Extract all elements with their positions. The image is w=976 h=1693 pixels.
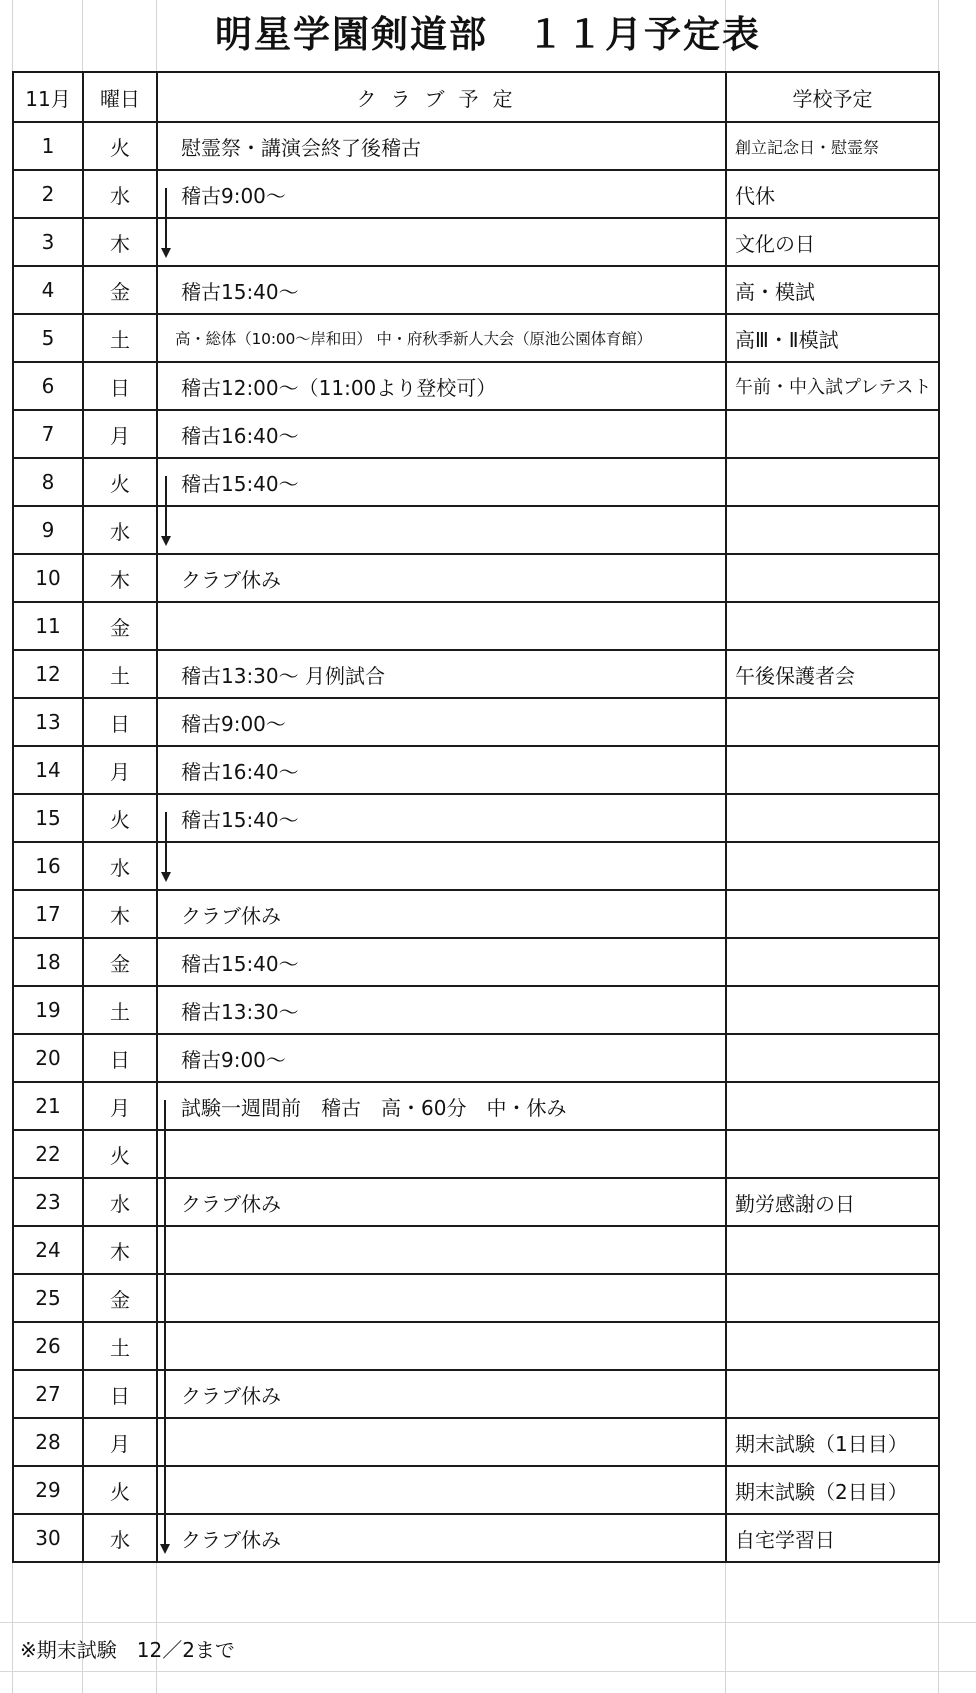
school-schedule-cell: 午後保護者会 bbox=[726, 650, 939, 698]
day-cell: 29 bbox=[13, 1466, 83, 1514]
day-cell: 2 bbox=[13, 170, 83, 218]
club-schedule-cell: 稽古9:00～ bbox=[157, 170, 726, 218]
weekday-cell: 日 bbox=[83, 362, 157, 410]
weekday-cell: 月 bbox=[83, 410, 157, 458]
school-schedule-cell: 高Ⅲ・Ⅱ模試 bbox=[726, 314, 939, 362]
day-cell: 1 bbox=[13, 122, 83, 170]
day-cell: 20 bbox=[13, 1034, 83, 1082]
school-schedule-cell: 代休 bbox=[726, 170, 939, 218]
weekday-cell: 土 bbox=[83, 986, 157, 1034]
day-cell: 19 bbox=[13, 986, 83, 1034]
club-schedule-cell: クラブ休み bbox=[157, 1178, 726, 1226]
day-cell: 24 bbox=[13, 1226, 83, 1274]
day-cell: 4 bbox=[13, 266, 83, 314]
day-cell: 22 bbox=[13, 1130, 83, 1178]
weekday-cell: 金 bbox=[83, 1274, 157, 1322]
day-cell: 25 bbox=[13, 1274, 83, 1322]
day-cell: 11 bbox=[13, 602, 83, 650]
day-cell: 16 bbox=[13, 842, 83, 890]
club-schedule-cell: 試験一週間前 稽古 高・60分 中・休み bbox=[157, 1082, 726, 1130]
weekday-cell: 火 bbox=[83, 794, 157, 842]
weekday-cell: 水 bbox=[83, 1514, 157, 1562]
weekday-cell: 日 bbox=[83, 1370, 157, 1418]
day-cell: 3 bbox=[13, 218, 83, 266]
arrow-head-icon bbox=[161, 872, 171, 882]
club-schedule-cell: クラブ休み bbox=[157, 1370, 726, 1418]
club-schedule-cell: 稽古12:00～（11:00より登校可） bbox=[157, 362, 726, 410]
arrow-head-icon bbox=[160, 1544, 170, 1554]
day-cell: 12 bbox=[13, 650, 83, 698]
day-cell: 7 bbox=[13, 410, 83, 458]
day-cell: 13 bbox=[13, 698, 83, 746]
weekday-cell: 水 bbox=[83, 1178, 157, 1226]
club-schedule-cell: クラブ休み bbox=[157, 1514, 726, 1562]
day-cell: 8 bbox=[13, 458, 83, 506]
weekday-cell: 月 bbox=[83, 1418, 157, 1466]
club-schedule-cell: クラブ休み bbox=[157, 890, 726, 938]
weekday-cell: 金 bbox=[83, 602, 157, 650]
day-cell: 28 bbox=[13, 1418, 83, 1466]
school-schedule-cell: 期末試験（2日目） bbox=[726, 1466, 939, 1514]
school-schedule-cell: 高・模試 bbox=[726, 266, 939, 314]
weekday-cell: 水 bbox=[83, 170, 157, 218]
weekday-cell: 金 bbox=[83, 938, 157, 986]
day-cell: 6 bbox=[13, 362, 83, 410]
weekday-cell: 火 bbox=[83, 1466, 157, 1514]
school-schedule-cell: 文化の日 bbox=[726, 218, 939, 266]
school-schedule-cell: 自宅学習日 bbox=[726, 1514, 939, 1562]
weekday-cell: 火 bbox=[83, 458, 157, 506]
header-school-schedule: 学校予定 bbox=[726, 72, 939, 122]
day-cell: 9 bbox=[13, 506, 83, 554]
footnote: ※期末試験 12／2まで bbox=[20, 1638, 235, 1662]
day-cell: 14 bbox=[13, 746, 83, 794]
weekday-cell: 土 bbox=[83, 314, 157, 362]
day-cell: 18 bbox=[13, 938, 83, 986]
weekday-cell: 木 bbox=[83, 218, 157, 266]
day-cell: 21 bbox=[13, 1082, 83, 1130]
page-title: 明星学園剣道部 １１月予定表 bbox=[215, 13, 761, 56]
day-cell: 27 bbox=[13, 1370, 83, 1418]
club-schedule-cell: 稽古16:40～ bbox=[157, 746, 726, 794]
weekday-cell: 火 bbox=[83, 1130, 157, 1178]
weekday-cell: 金 bbox=[83, 266, 157, 314]
school-schedule-cell: 勤労感謝の日 bbox=[726, 1178, 939, 1226]
weekday-cell: 月 bbox=[83, 1082, 157, 1130]
weekday-cell: 日 bbox=[83, 698, 157, 746]
header-weekday: 曜日 bbox=[83, 72, 157, 122]
day-cell: 23 bbox=[13, 1178, 83, 1226]
weekday-cell: 土 bbox=[83, 1322, 157, 1370]
day-cell: 17 bbox=[13, 890, 83, 938]
day-cell: 5 bbox=[13, 314, 83, 362]
arrow-head-icon bbox=[161, 536, 171, 546]
club-schedule-cell: 稽古15:40～ bbox=[157, 794, 726, 842]
school-schedule-cell: 創立記念日・慰霊祭 bbox=[726, 122, 939, 170]
weekday-cell: 土 bbox=[83, 650, 157, 698]
weekday-cell: 木 bbox=[83, 554, 157, 602]
day-cell: 30 bbox=[13, 1514, 83, 1562]
weekday-cell: 月 bbox=[83, 746, 157, 794]
weekday-cell: 日 bbox=[83, 1034, 157, 1082]
school-schedule-cell: 期末試験（1日目） bbox=[726, 1418, 939, 1466]
club-schedule-cell: 稽古15:40～ bbox=[157, 458, 726, 506]
day-cell: 10 bbox=[13, 554, 83, 602]
club-schedule-cell: 慰霊祭・講演会終了後稽古 bbox=[157, 122, 726, 170]
header-day: 11月 bbox=[13, 72, 83, 122]
club-schedule-cell: 稽古15:40～ bbox=[157, 266, 726, 314]
day-cell: 15 bbox=[13, 794, 83, 842]
day-cell: 26 bbox=[13, 1322, 83, 1370]
club-schedule-cell: 稽古16:40～ bbox=[157, 410, 726, 458]
weekday-cell: 木 bbox=[83, 890, 157, 938]
club-schedule-cell: 稽古9:00～ bbox=[157, 1034, 726, 1082]
header-club-schedule: クラブ予定 bbox=[157, 72, 726, 122]
arrow-head-icon bbox=[161, 248, 171, 258]
club-schedule-cell: 高・総体（10:00～岸和田） 中・府秋季新人大会（原池公園体育館） bbox=[157, 314, 726, 362]
school-schedule-cell: 午前・中入試プレテスト bbox=[726, 362, 939, 410]
club-schedule-cell: 稽古13:30～ bbox=[157, 986, 726, 1034]
club-schedule-cell: 稽古15:40～ bbox=[157, 938, 726, 986]
club-schedule-cell: 稽古9:00～ bbox=[157, 698, 726, 746]
weekday-cell: 水 bbox=[83, 842, 157, 890]
weekday-cell: 火 bbox=[83, 122, 157, 170]
weekday-cell: 水 bbox=[83, 506, 157, 554]
club-schedule-cell: クラブ休み bbox=[157, 554, 726, 602]
club-schedule-cell: 稽古13:30～ 月例試合 bbox=[157, 650, 726, 698]
weekday-cell: 木 bbox=[83, 1226, 157, 1274]
